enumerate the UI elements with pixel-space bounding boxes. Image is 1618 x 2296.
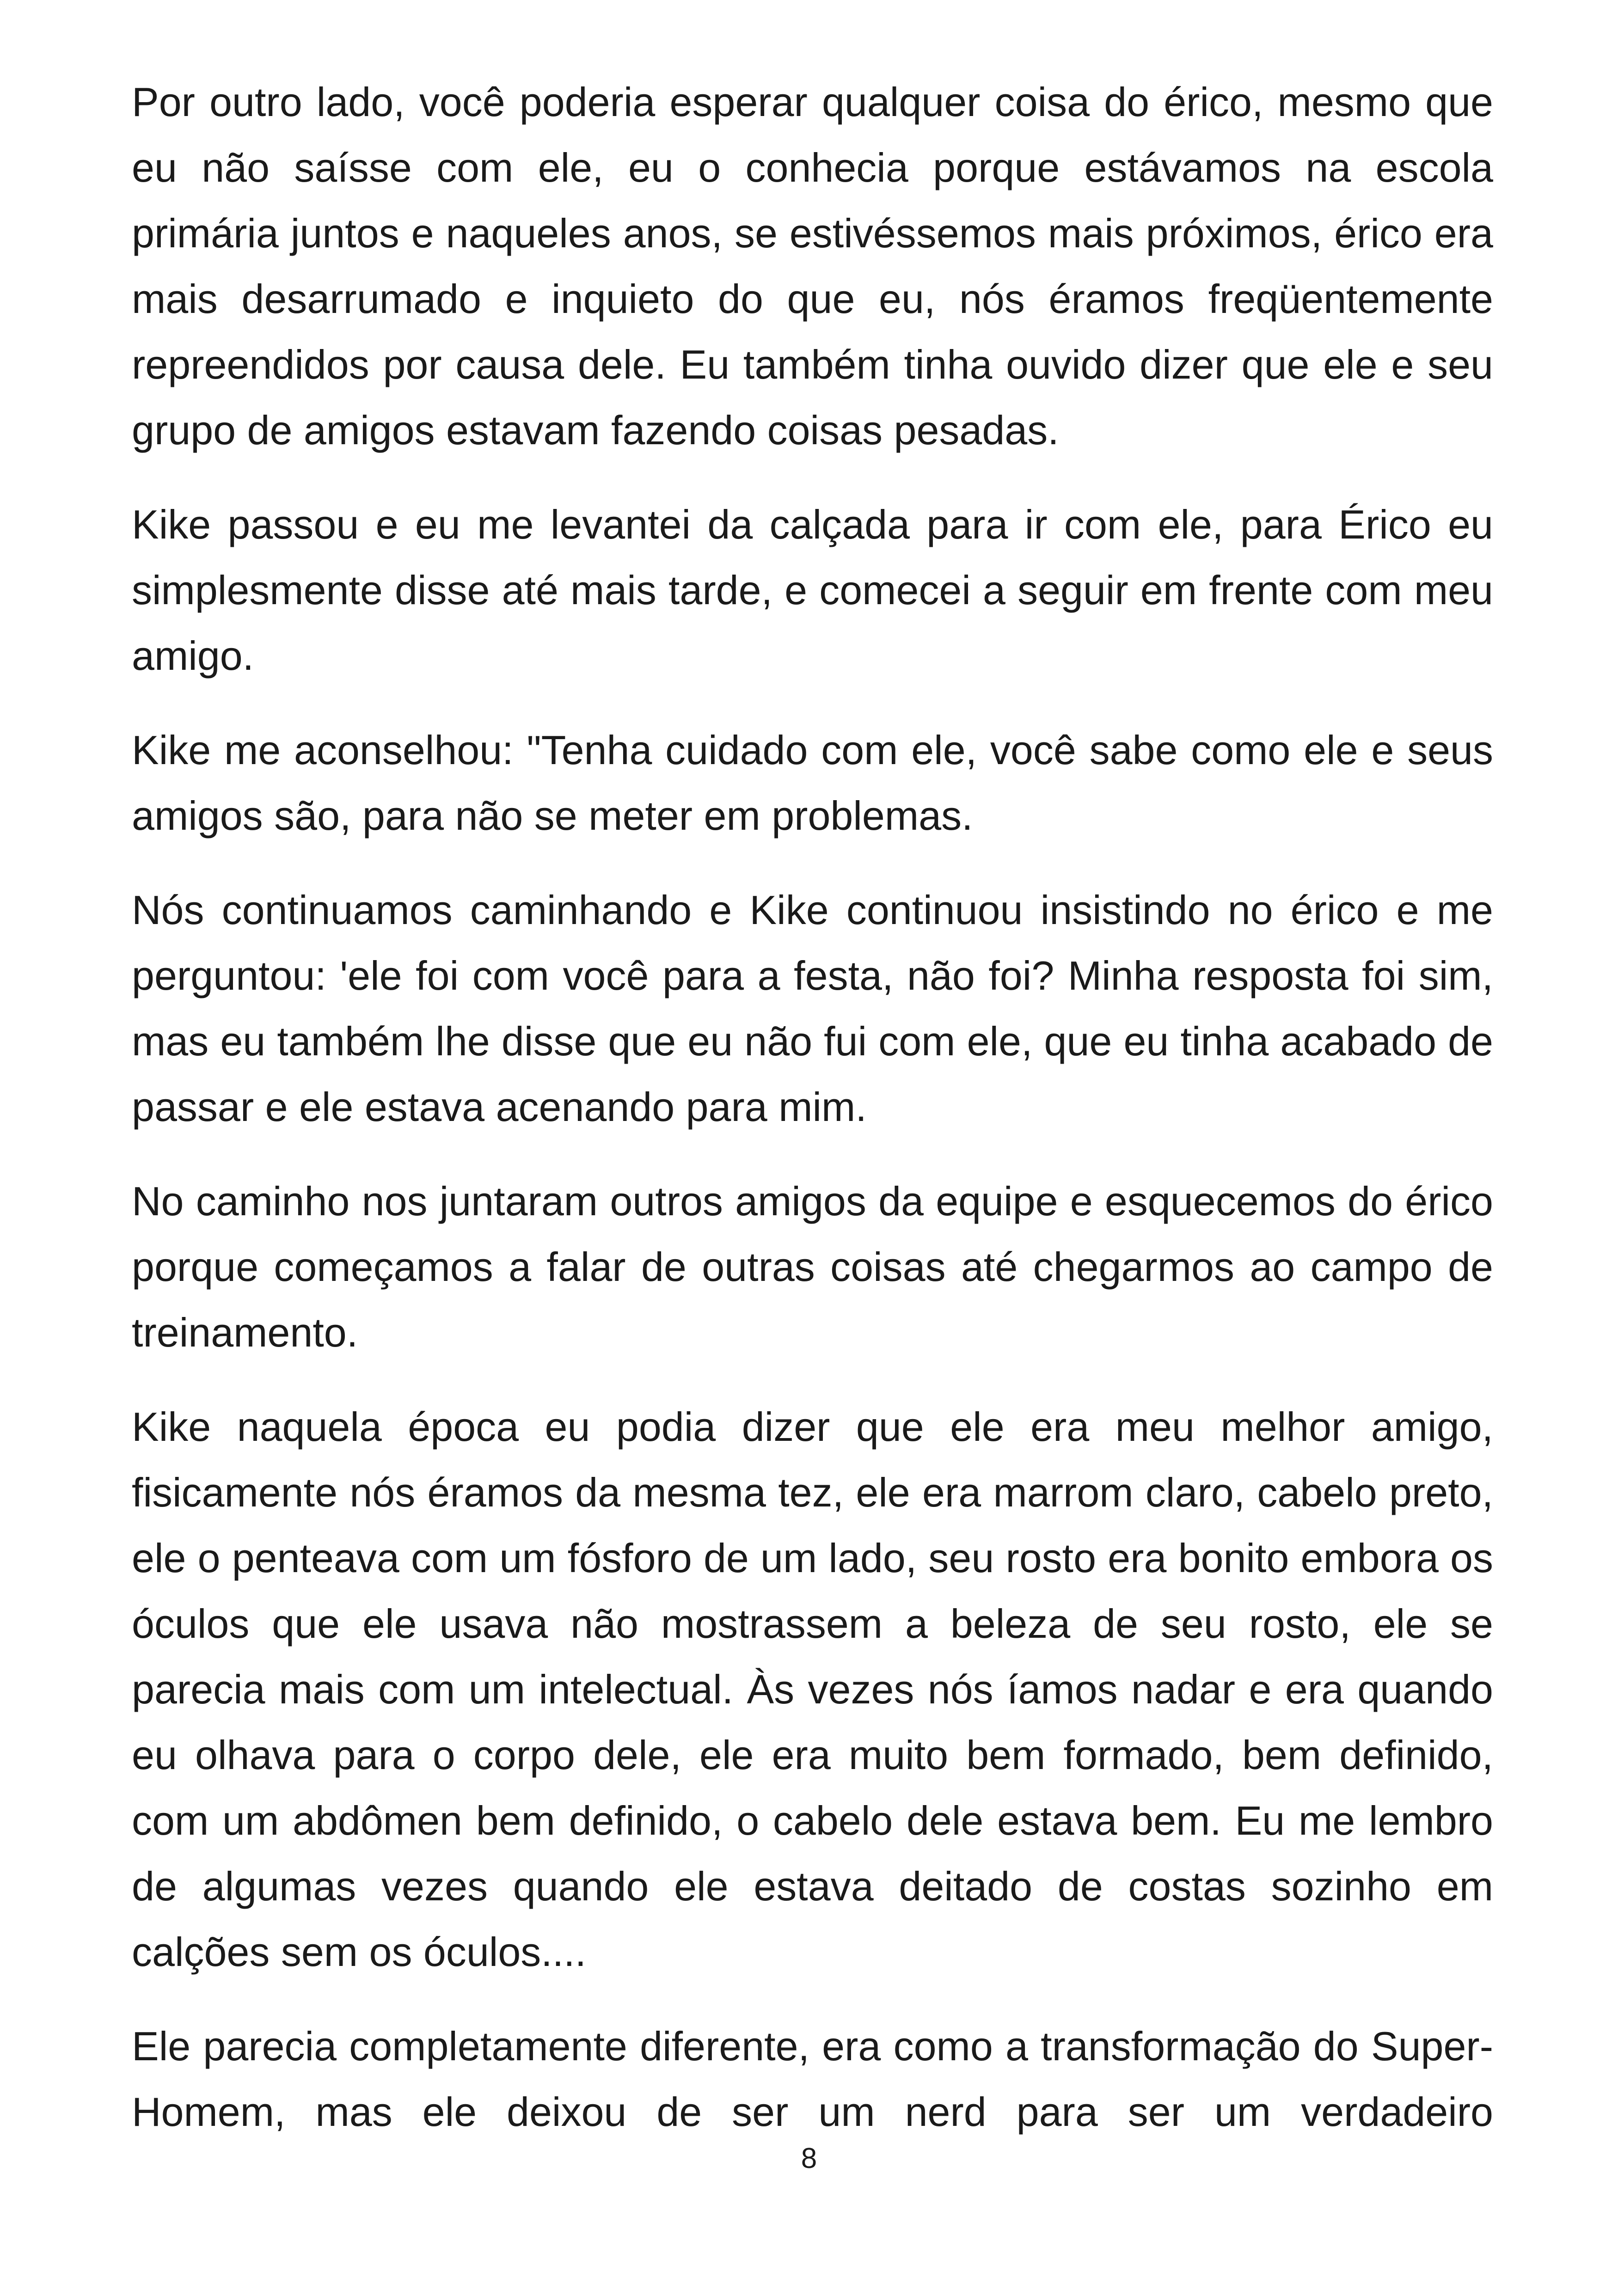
body-text: [132, 69, 1493, 2145]
paragraph-7: Ele parecia completamente diferente, era como a transformação do Super-Homem, mas ele deixou de ser um nerd para ser um verdadeiro: [132, 2023, 1493, 2135]
page-number: 8: [801, 2143, 817, 2174]
paragraph-5: No caminho nos juntaram outros amigos da equipe e esquecemos do érico porque começamos a falar de outras coisas até chegarmos ao campo de treinamento.: [132, 1178, 1493, 1355]
paragraph-2: Kike passou e eu me levantei da calçada para ir com ele, para Érico eu simplesmente disse até mais tarde, e comecei a seguir em frente com meu amigo.: [132, 502, 1493, 679]
paragraph-3: Kike me aconselhou: "Tenha cuidado com ele, você sabe como ele e seus amigos são, para não se meter em problemas.: [132, 727, 1493, 839]
paragraph-4: Nós continuamos caminhando e Kike continuou insistindo no érico e me perguntou: 'ele foi com você para a festa, não foi? Minha resposta foi sim, mas eu também lhe disse que eu não fui com ele, que eu tinha acabado de passar e ele estava acenando para mim.: [132, 887, 1493, 1130]
paragraph-6: Kike naquela época eu podia dizer que ele era meu melhor amigo, fisicamente nós éramos da mesma tez, ele era marrom claro, cabelo preto, ele o penteava com um fósforo de um lado, seu rosto era bonito embora os óculos que ele usava não mostrassem a beleza de seu rosto, ele se parecia mais com um intelectual. Às vezes nós íamos nadar e era quando eu olhava para o corpo dele, ele era muito bem formado, bem definido, com um abdômen bem definido, o cabelo dele estava bem. Eu me lembro de algumas vezes quando ele estava deitado de costas sozinho em calções sem os óculos....: [132, 1404, 1493, 1975]
paragraph-1: Por outro lado, você poderia esperar qualquer coisa do érico, mesmo que eu não saísse com ele, eu o conhecia porque estávamos na escola primária juntos e naqueles anos, se estivéssemos mais próximos, érico era mais desarrumado e inquieto do que eu, nós éramos freqüentemente repreendidos por causa dele. Eu também tinha ouvido dizer que ele e seu grupo de amigos estavam fazendo coisas pesadas.: [132, 79, 1493, 453]
